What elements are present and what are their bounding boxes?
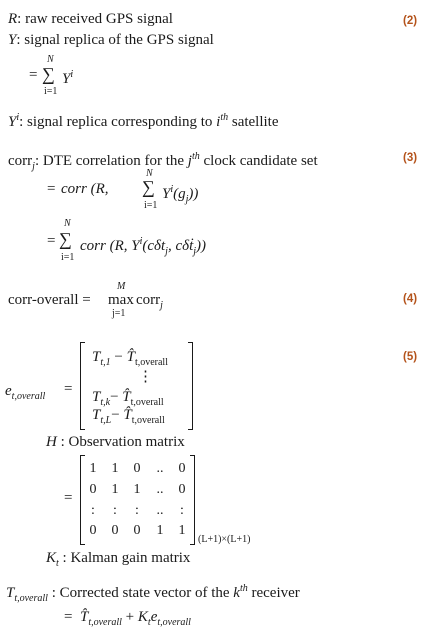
matrix-cell: 0 [178, 461, 186, 476]
equation-number: (5) [403, 351, 418, 363]
equation-number: (2) [403, 15, 418, 27]
matrix-cell: 0 [89, 523, 97, 538]
t-definition: $T_{t,overall}$ : Corrected state vector of the $k^{th}$ receiver [6, 583, 300, 604]
equals-sign: = [29, 67, 38, 83]
e-overall-label: $e_{t,overall}$ [5, 383, 46, 402]
matrix-cell: 0 [178, 482, 186, 497]
e-vector-row: $T_{t,1}$ − $T̂_{t,overall}$ [92, 349, 168, 368]
matrix-cell: 0 [133, 461, 141, 476]
sigma-symbol: ∑ [42, 64, 55, 84]
matrix-cell: 1 [133, 482, 141, 497]
matrix-cell: 0 [133, 523, 141, 538]
matrix-cell: .. [156, 461, 164, 476]
corr-expression-tail: $Y^i(g_j)$) [162, 184, 199, 205]
matrix-cell: 1 [111, 482, 119, 497]
sum-upper-limit: N [146, 168, 153, 179]
equation-number: (3) [403, 152, 418, 164]
equals-sign: = [47, 181, 56, 197]
equals-sign: = [47, 233, 56, 249]
max-lower-limit: j=1 [112, 308, 126, 319]
matrix-cell: 0 [89, 482, 97, 497]
yi-definition: $Y^i$: signal replica corresponding to $i^{th}$ satellite [8, 112, 279, 130]
e-vector-row: $T_{t,k}-$ $T̂_{t,overall}$ [92, 389, 164, 408]
y-definition [8, 32, 214, 49]
r-symbol: R [8, 11, 18, 27]
equation-number: (4) [403, 293, 418, 305]
matrix-cell: 1 [111, 461, 119, 476]
h-definition: H : Observation matrix [46, 434, 185, 450]
sum-term: $Y^i$ [62, 69, 74, 87]
left-bracket [80, 455, 85, 545]
matrix-size: (L+1)×(L+1) [198, 534, 251, 545]
left-bracket [80, 342, 85, 430]
matrix-cell: 1 [156, 523, 164, 538]
sum-upper-limit: N [64, 218, 71, 229]
equals-sign: = [64, 490, 73, 506]
k-definition: $K_t$ : Kalman gain matrix [46, 550, 191, 569]
right-bracket [188, 342, 193, 430]
matrix-cell: : [180, 503, 184, 518]
right-bracket [190, 455, 195, 545]
r-definition [8, 11, 173, 28]
e-vector-row: $T_{t,L}-$ $T̂_{t,overall}$ [92, 407, 165, 426]
matrix-cell: : [113, 503, 117, 518]
sigma-symbol: ∑ [59, 229, 72, 249]
equals-sign: = [64, 381, 73, 397]
corr-overall-label: corr-overall = [8, 292, 91, 308]
max-upper-limit: M [117, 281, 126, 292]
corr-j: corr$_j$ [136, 292, 163, 311]
max-operator: max [108, 292, 134, 308]
sum-lower-limit: i=1 [44, 86, 58, 97]
matrix-cell: .. [156, 503, 164, 518]
sum-lower-limit: i=1 [144, 200, 158, 211]
sum-lower-limit: i=1 [61, 252, 75, 263]
r-description: : raw received GPS signal [17, 11, 173, 27]
sigma-symbol: ∑ [142, 177, 155, 197]
corr-expression: corr (R, $Y^i(c\delta t_j$, cδṫ$_j$)) [80, 236, 207, 257]
corr-definition: corr$_j$: DTE correlation for the $j^{th}$ clock candidate set [8, 151, 318, 172]
matrix-cell: : [135, 503, 139, 518]
sum-upper-limit: N [47, 54, 54, 65]
matrix-cell: : [91, 503, 95, 518]
matrix-cell: 0 [111, 523, 119, 538]
corr-expression: corr (R, [61, 181, 109, 197]
t-equation: = $T̂_{t,overall} + K_te_{t,overall}$ [64, 609, 191, 628]
matrix-cell: 1 [89, 461, 97, 476]
matrix-cell: .. [156, 482, 164, 497]
y-description: : signal replica of the GPS signal [16, 32, 214, 48]
vertical-dots: ⋮ [138, 369, 153, 385]
y-symbol: Y [8, 32, 17, 48]
matrix-cell: 1 [178, 523, 186, 538]
